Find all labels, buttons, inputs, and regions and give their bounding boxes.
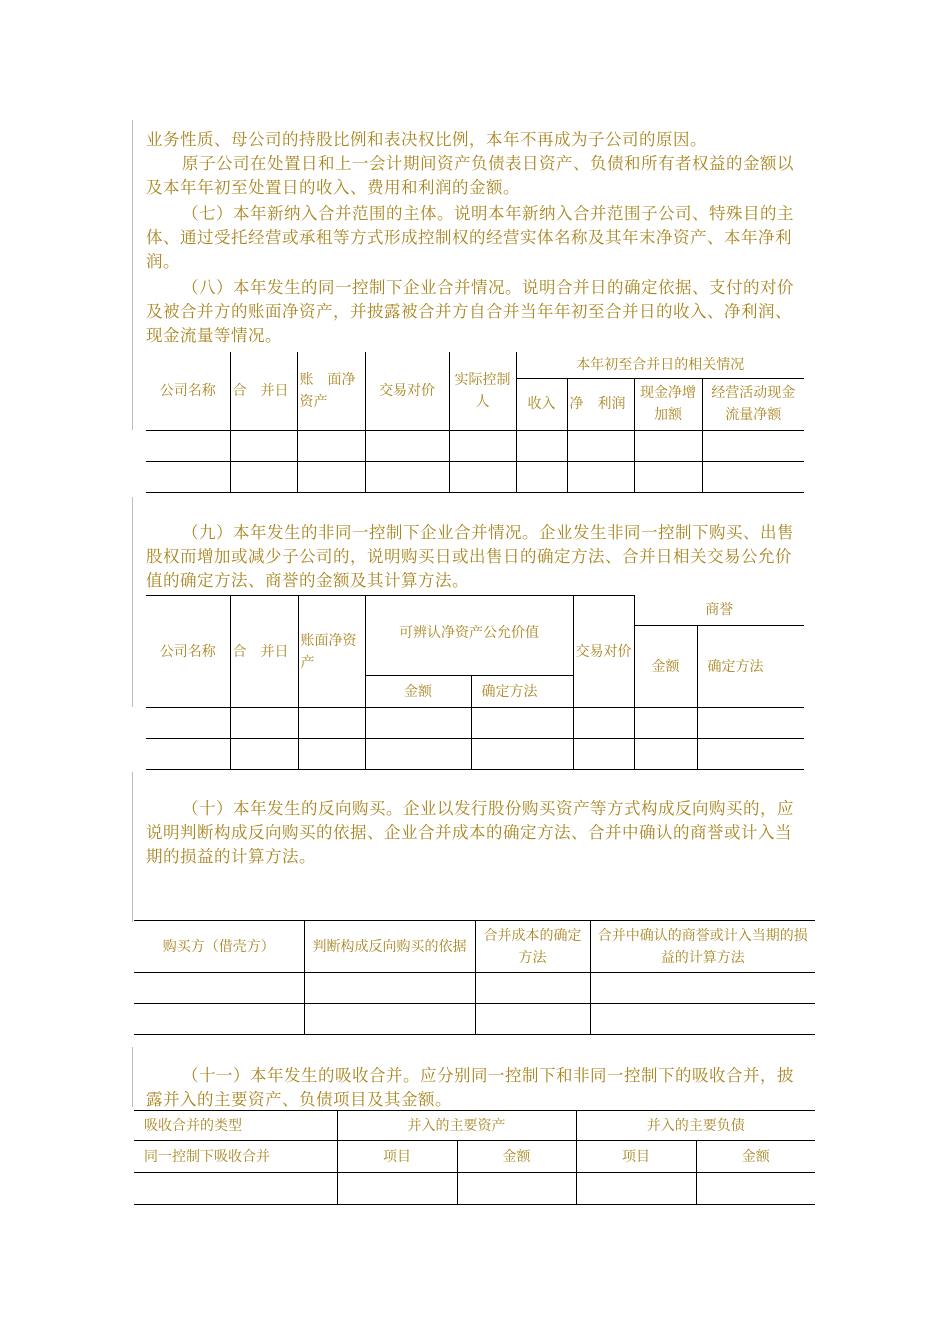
table-same-control-merger: [146, 352, 804, 493]
t4-header-liabilities: 并入的主要负债: [576, 1111, 815, 1141]
t2-header-consideration: 交易对价: [573, 596, 634, 708]
table-non-same-control-merger: [146, 595, 804, 770]
t2-header-fair-value: 可辨认净资产公允价值: [365, 596, 573, 676]
t2-header-g-amount: 金额: [634, 626, 697, 708]
table-reverse-acquisition: [134, 920, 815, 1035]
paragraph-2-text: 原子公司在处置日和上一会计期间资产负债表日资产、负债和所有者权益的金额以及本年年初至处置日的收入、费用和利润的金额。: [146, 154, 794, 197]
table-row: [146, 739, 804, 770]
t1-header-merge-date: 合 并日: [230, 352, 297, 430]
margin-bar: [132, 497, 133, 707]
t4-header-amount2: 金额: [696, 1141, 815, 1173]
paragraph-5: [146, 521, 808, 593]
paragraph-1: 业务性质、母公司的持股比例和表决权比例，本年不再成为子公司的原因。: [146, 130, 707, 149]
paragraph-6: [146, 797, 808, 869]
table-row: [134, 1173, 815, 1205]
t4-row-same-control: 同一控制下吸收合并: [134, 1141, 337, 1173]
t3-header-cost: 合并成本的确定方法: [475, 921, 590, 973]
t2-header-company: 公司名称: [146, 596, 230, 708]
margin-bar: [132, 120, 133, 430]
t1-header-op-cash: 经营活动现金流量净额: [702, 378, 804, 430]
margin-bar: [132, 772, 133, 922]
t3-header-goodwill: 合并中确认的商誉或计入当期的损益的计算方法: [590, 921, 815, 973]
t4-header-type: 吸收合并的类型: [134, 1111, 337, 1141]
paragraph-4-text: （八）本年发生的同一控制下企业合并情况。说明合并日的确定依据、支付的对价及被合并方的账面净资产，并披露被合并方自合并当年年初至合并日的收入、净利润、现金流量等情况。: [146, 278, 794, 345]
t1-header-cash-increase: 现金净增加额: [634, 378, 702, 430]
t1-header-book-net: 账 面净资产: [297, 352, 365, 430]
paragraph-4: [146, 276, 808, 348]
t2-header-merge-date: 合 并日: [230, 596, 298, 708]
paragraph-3-text: （七）本年新纳入合并范围的主体。说明本年新纳入合并范围子公司、特殊目的主体、通过受托经营或承租等方式形成控制权的经营实体名称及其年末净资产、本年净利润。: [146, 204, 794, 271]
t1-header-company: 公司名称: [146, 352, 230, 430]
t2-header-amount: 金额: [365, 676, 471, 708]
table-row: [146, 708, 804, 739]
t4-header-amount1: 金额: [457, 1141, 576, 1173]
t2-header-method: 确定方法: [471, 676, 573, 708]
t2-header-g-method: 确定方法: [697, 626, 804, 708]
paragraph-7-text: （十一）本年发生的吸收合并。应分别同一控制下和非同一控制下的吸收合并，披露并入的主要资产、负债项目及其金额。: [146, 1066, 794, 1109]
paragraph-5-text: （九）本年发生的非同一控制下企业合并情况。企业发生非同一控制下购买、出售股权而增加或减少子公司的，说明购买日或出售日的确定方法、合并日相关交易公允价值的确定方法、商誉的金额及其计算方法。: [146, 523, 794, 590]
paragraph-6-text: （十）本年发生的反向购买。企业以发行股份购买资产等方式构成反向购买的，应说明判断构成反向购买的依据、企业合并成本的确定方法、合并中确认的商誉或计入当期的损益的计算方法。: [146, 799, 794, 866]
t4-header-assets: 并入的主要资产: [337, 1111, 576, 1141]
t2-header-goodwill: 商誉: [634, 596, 804, 626]
t4-header-item1: 项目: [337, 1141, 457, 1173]
table-absorption-merger: [134, 1110, 815, 1205]
table-row: [146, 430, 804, 461]
t3-header-buyer: 购买方（借壳方）: [134, 921, 304, 973]
t1-header-net-profit: 净 利润: [567, 378, 634, 430]
paragraph-2: [146, 152, 808, 200]
margin-bar: [132, 1047, 133, 1107]
t1-header-consideration: 交易对价: [365, 352, 449, 430]
paragraph-3: [146, 202, 808, 274]
t1-header-controller: 实际控制人: [449, 352, 516, 430]
table-row: [134, 973, 815, 1004]
t2-header-book-net: 账面净资产: [298, 596, 365, 708]
paragraph-7: [146, 1064, 808, 1112]
t1-header-group: 本年初至合并日的相关情况: [516, 352, 804, 378]
t1-header-income: 收入: [516, 378, 567, 430]
table-row: [134, 1004, 815, 1035]
table-row: [146, 461, 804, 492]
t4-header-item2: 项目: [576, 1141, 696, 1173]
t3-header-basis: 判断构成反向购买的依据: [304, 921, 475, 973]
